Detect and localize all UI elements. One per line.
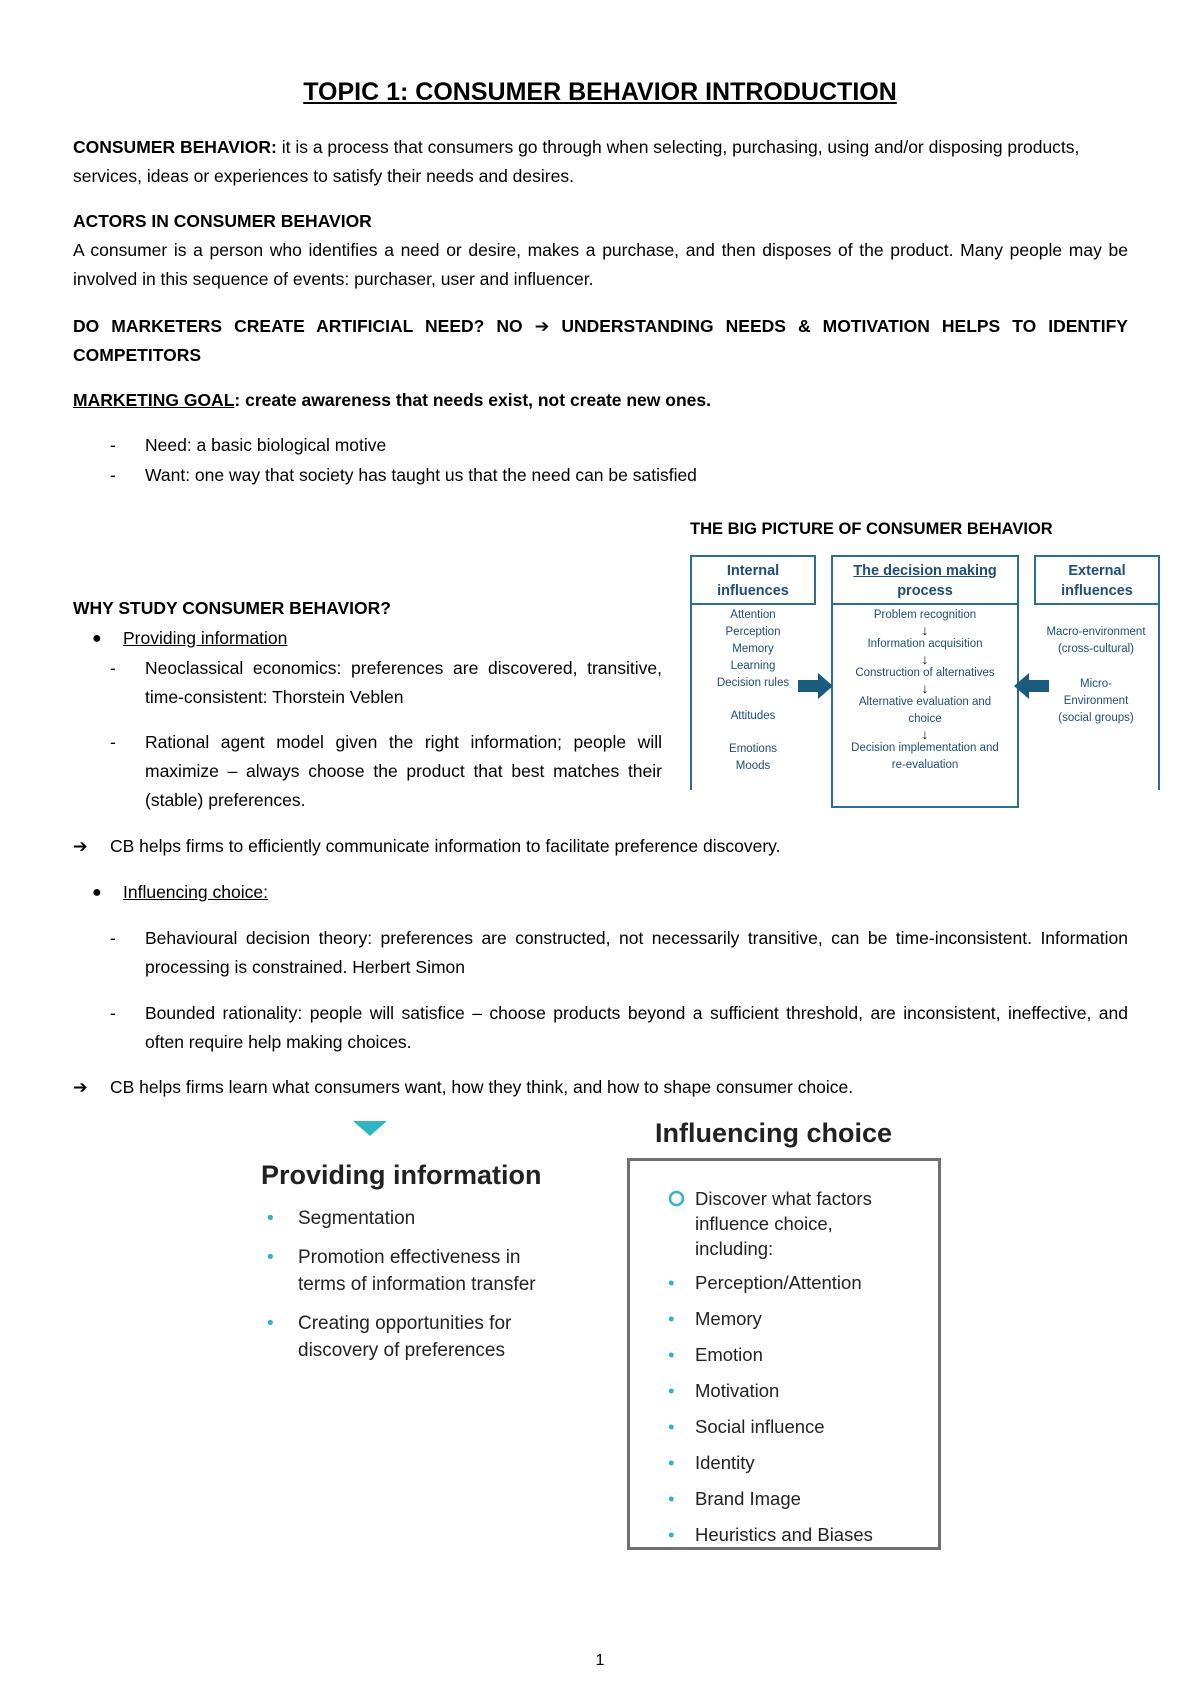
providing-slide-item: Segmentation — [298, 1208, 416, 1229]
marketing-goal-text: : create awareness that needs exist, not create new ones. — [234, 390, 711, 410]
right-arrow-icon: ➔ — [534, 316, 550, 336]
list-item — [630, 1265, 938, 1301]
bounded-item: Bounded rationality: people will satisfice – choose products beyond a sufficient threshold, are inconsistent, ineffective, and often require help making choices. — [145, 1003, 1128, 1052]
want-item: Want: one way that society has taught us that the need can be satisfied — [145, 465, 697, 485]
right-arrow-icon: ➔ — [73, 1077, 88, 1097]
marketers-question — [73, 312, 1128, 370]
definition-term: CONSUMER BEHAVIOR: — [73, 137, 277, 157]
influencing-intro-text: Discover what factors influence choice, including: — [695, 1188, 872, 1259]
process-step: Decision implementation and — [851, 742, 999, 754]
marketers-question-part2: UNDERSTANDING NEEDS & MOTIVATION HELPS TO IDENTIFY COMPETITORS — [73, 316, 1128, 365]
external-right-rule — [1158, 605, 1160, 790]
internal-item: Attention — [730, 609, 776, 621]
process-step: Problem recognition — [873, 609, 977, 621]
providing-slide-heading: Providing information — [261, 1160, 542, 1190]
list-item — [0, 999, 1200, 1057]
actors-text: A consumer is a person who identifies a need or desire, makes a purchase, and then disposes of the product. Many people may be involved in this sequence of events: purchaser, user and influencer. — [73, 240, 1128, 289]
rational-agent-item: Rational agent model given the right information; people will maximize – always choose the product that best matches their (stable) preferences. — [145, 732, 662, 810]
process-heading-line1: The decision making — [853, 563, 997, 579]
down-arrow-icon: ↓ — [921, 726, 929, 742]
list-item — [0, 728, 700, 815]
influencing-slide-item: Motivation — [695, 1380, 780, 1401]
external-item: Micro- — [1080, 678, 1112, 690]
internal-item: Memory — [732, 643, 774, 655]
definition-paragraph — [73, 133, 1128, 191]
neoclassical-item: Neoclassical economics: preferences are discovered, transitive, time-consistent: Thorstein Veblen — [145, 658, 662, 707]
bullet-icon: ● — [92, 630, 102, 647]
dash-bullet-icon: - — [110, 928, 116, 948]
internal-item: Decision rules — [716, 677, 790, 689]
providing-conclusion-text: CB helps firms to efficiently communicate information to facilitate preference discovery. — [110, 836, 781, 856]
marketers-question-part1: DO MARKETERS CREATE ARTIFICIAL NEED? NO — [73, 316, 523, 336]
actors-heading: ACTORS IN CONSUMER BEHAVIOR — [73, 211, 372, 231]
right-block-arrow-icon — [798, 673, 834, 699]
influencing-slide-item: Identity — [695, 1452, 755, 1473]
list-item — [0, 431, 1200, 460]
influencing-label: Influencing choice: — [123, 882, 268, 902]
external-heading-line1: External — [1068, 563, 1126, 579]
external-heading-line2: influences — [1061, 583, 1133, 599]
marketing-goal-label: MARKETING GOAL — [73, 390, 235, 410]
influencing-intro — [630, 1186, 915, 1261]
list-item — [0, 624, 700, 653]
influencing-slide-box — [627, 1158, 941, 1550]
list-item — [261, 1244, 561, 1298]
process-step: Alternative evaluation and — [858, 696, 992, 708]
internal-heading-line2: influences — [717, 583, 789, 599]
bullet-icon: • — [668, 1452, 675, 1473]
bullet-icon: • — [668, 1416, 675, 1437]
providing-slide-list — [261, 1205, 561, 1364]
marketing-goal — [73, 386, 711, 415]
chevron-down-icon — [353, 1121, 387, 1137]
list-item — [0, 654, 700, 712]
list-item — [0, 878, 700, 907]
external-item: (social groups) — [1058, 712, 1134, 724]
right-arrow-icon: ➔ — [73, 836, 88, 856]
process-heading-line2: process — [897, 583, 953, 599]
process-step: Construction of alternatives — [855, 667, 995, 679]
process-step: Information acquisition — [867, 638, 983, 650]
external-item: Macro-environment — [1046, 626, 1146, 638]
influencing-slide-list — [630, 1265, 938, 1553]
influencing-slide-item: Social influence — [695, 1416, 825, 1437]
dash-bullet-icon: - — [110, 465, 116, 485]
internal-item: Learning — [730, 660, 776, 672]
internal-item: Perception — [725, 626, 781, 638]
list-item — [630, 1409, 938, 1445]
need-item: Need: a basic biological motive — [145, 435, 387, 455]
bullet-icon: • — [668, 1308, 675, 1329]
down-arrow-icon: ↓ — [921, 622, 929, 638]
external-items — [1034, 624, 1158, 727]
influencing-slide-item: Heuristics and Biases — [695, 1524, 873, 1545]
bullet-icon: • — [668, 1380, 675, 1401]
internal-item: Emotions — [729, 743, 777, 755]
internal-item: Attitudes — [730, 710, 776, 722]
list-item — [630, 1517, 938, 1553]
dash-bullet-icon: - — [110, 435, 116, 455]
list-item — [261, 1310, 561, 1364]
external-header-box — [1034, 555, 1160, 605]
influencing-conclusion — [0, 1073, 1200, 1102]
bullet-icon: • — [267, 1247, 274, 1268]
influencing-slide-item: Brand Image — [695, 1488, 801, 1509]
why-study-heading: WHY STUDY CONSUMER BEHAVIOR? — [73, 598, 391, 618]
list-item — [0, 924, 1200, 982]
bullet-icon: ● — [92, 884, 102, 901]
dash-bullet-icon: - — [110, 658, 116, 678]
circle-bullet-icon — [668, 1190, 685, 1207]
process-step: choice — [908, 713, 942, 725]
list-item — [630, 1445, 938, 1481]
behavioural-item: Behavioural decision theory: preferences are constructed, not necessarily transitive, can be time-inconsistent. Information processing is constrained. Herbert Simon — [145, 928, 1128, 977]
left-block-arrow-icon — [1014, 673, 1050, 699]
page-title: TOPIC 1: CONSUMER BEHAVIOR INTRODUCTION — [303, 78, 897, 106]
providing-slide-item: Creating opportunities for discovery of preferences — [298, 1313, 512, 1361]
internal-items — [692, 607, 814, 775]
process-step: re-evaluation — [891, 759, 959, 771]
bullet-icon: • — [267, 1208, 274, 1229]
list-item — [261, 1205, 561, 1232]
bullet-icon: • — [668, 1272, 675, 1293]
list-item — [0, 461, 1200, 490]
list-item — [630, 1481, 938, 1517]
influencing-slide-heading: Influencing choice — [655, 1118, 893, 1148]
providing-label: Providing information — [123, 628, 288, 648]
list-item — [630, 1373, 938, 1409]
internal-heading-line1: Internal — [726, 563, 780, 579]
dash-bullet-icon: - — [110, 1003, 116, 1023]
providing-slide-item: Promotion effectiveness in terms of information transfer — [298, 1247, 536, 1295]
external-item: Environment — [1063, 695, 1129, 707]
influencing-conclusion-text: CB helps firms learn what consumers want, how they think, and how to shape consumer choice. — [110, 1077, 854, 1097]
diagram-title: THE BIG PICTURE OF CONSUMER BEHAVIOR — [690, 520, 1053, 538]
list-item — [630, 1301, 938, 1337]
internal-item: Moods — [735, 760, 771, 772]
process-header-box — [831, 555, 1019, 605]
process-body-box — [831, 605, 1019, 808]
influencing-slide-item: Emotion — [695, 1344, 763, 1365]
list-item — [630, 1337, 938, 1373]
influencing-slide-item: Memory — [695, 1308, 762, 1329]
internal-header-box — [690, 555, 816, 605]
down-arrow-icon: ↓ — [921, 651, 929, 667]
bullet-icon: • — [668, 1488, 675, 1509]
down-arrow-icon: ↓ — [921, 680, 929, 696]
page-number: 1 — [595, 1652, 605, 1669]
bullet-icon: • — [668, 1344, 675, 1365]
definition-text: it is a process that consumers go through when selecting, purchasing, using and/or disposing products, services, ideas or experiences to satisfy their needs and desires. — [73, 137, 1080, 186]
providing-conclusion — [0, 832, 1200, 861]
bullet-icon: • — [668, 1524, 675, 1545]
bullet-icon: • — [267, 1313, 274, 1334]
external-item: (cross-cultural) — [1057, 643, 1135, 655]
dash-bullet-icon: - — [110, 732, 116, 752]
influencing-slide-item: Perception/Attention — [695, 1272, 862, 1293]
